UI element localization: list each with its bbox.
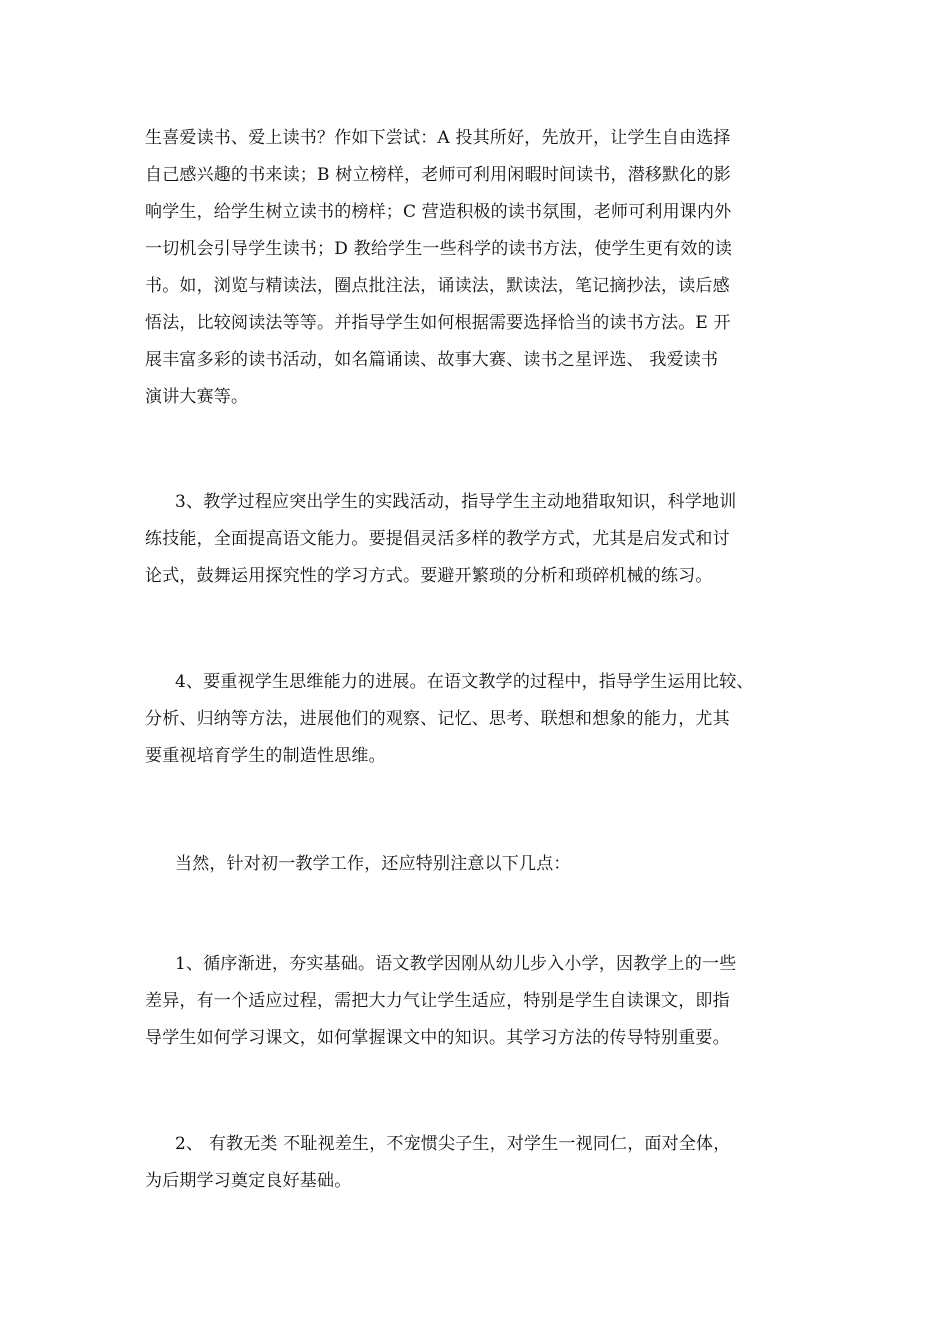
text-line: 书。如，浏览与精读法，圈点批注法，诵读法，默读法，笔记摘抄法，读后感: [145, 276, 730, 296]
text-line: 4、要重视学生思维能力的进展。在语文教学的过程中，指导学生运用比较、: [175, 672, 754, 692]
text-line: 论式，鼓舞运用探究性的学习方式。要避开繁琐的分析和琐碎机械的练习。: [145, 566, 713, 586]
paragraph-reading-methods: [145, 120, 810, 416]
paragraph-note-1: [145, 946, 810, 1057]
text-line: 演讲大赛等。: [145, 387, 249, 407]
text-line: 要重视培育学生的制造性思维。: [145, 746, 386, 766]
text-line: 展丰富多彩的读书活动，如名篇诵读、故事大赛、读书之星评选、 我爱读书: [145, 350, 719, 370]
text-line: 生喜爱读书、爱上读书？作如下尝试：A 投其所好，先放开，让学生自由选择: [145, 128, 731, 148]
text-line: 差异，有一个适应过程，需把大力气让学生适应，特别是学生自读课文，即指: [145, 991, 730, 1011]
text-line: 1、循序渐进，夯实基础。语文教学因刚从幼儿步入小学，因教学上的一些: [175, 954, 737, 974]
text-line: 响学生，给学生树立读书的榜样；C 营造积极的读书氛围，老师可利用课内外: [145, 202, 732, 222]
text-line: 自己感兴趣的书来读；B 树立榜样，老师可利用闲暇时间读书，潜移默化的影: [145, 165, 731, 185]
text-line: 2、 有教无类 不耻视差生，不宠惯尖子生，对学生一视同仁，面对全体，: [175, 1134, 731, 1154]
text-line: 为后期学习奠定良好基础。: [145, 1171, 352, 1191]
paragraph-item-4: [145, 664, 810, 775]
text-line: 3、教学过程应突出学生的实践活动，指导学生主动地猎取知识，科学地训: [175, 492, 737, 512]
paragraph-item-3: [145, 484, 810, 595]
text-line: 悟法，比较阅读法等等。并指导学生如何根据需要选择恰当的读书方法。E 开: [145, 313, 731, 333]
paragraph-intro-notes: [145, 846, 810, 883]
paragraph-note-2: [145, 1126, 810, 1200]
text-line: 分析、归纳等方法，进展他们的观察、记忆、思考、联想和想象的能力，尤其: [145, 709, 730, 729]
text-line: 导学生如何学习课文，如何掌握课文中的知识。其学习方法的传导特别重要。: [145, 1028, 730, 1048]
text-line: 当然，针对初一教学工作，还应特别注意以下几点：: [175, 854, 571, 874]
text-line: 练技能，全面提高语文能力。要提倡灵活多样的教学方式，尤其是启发式和讨: [145, 529, 730, 549]
text-line: 一切机会引导学生读书；D 教给学生一些科学的读书方法，使学生更有效的读: [145, 239, 733, 259]
